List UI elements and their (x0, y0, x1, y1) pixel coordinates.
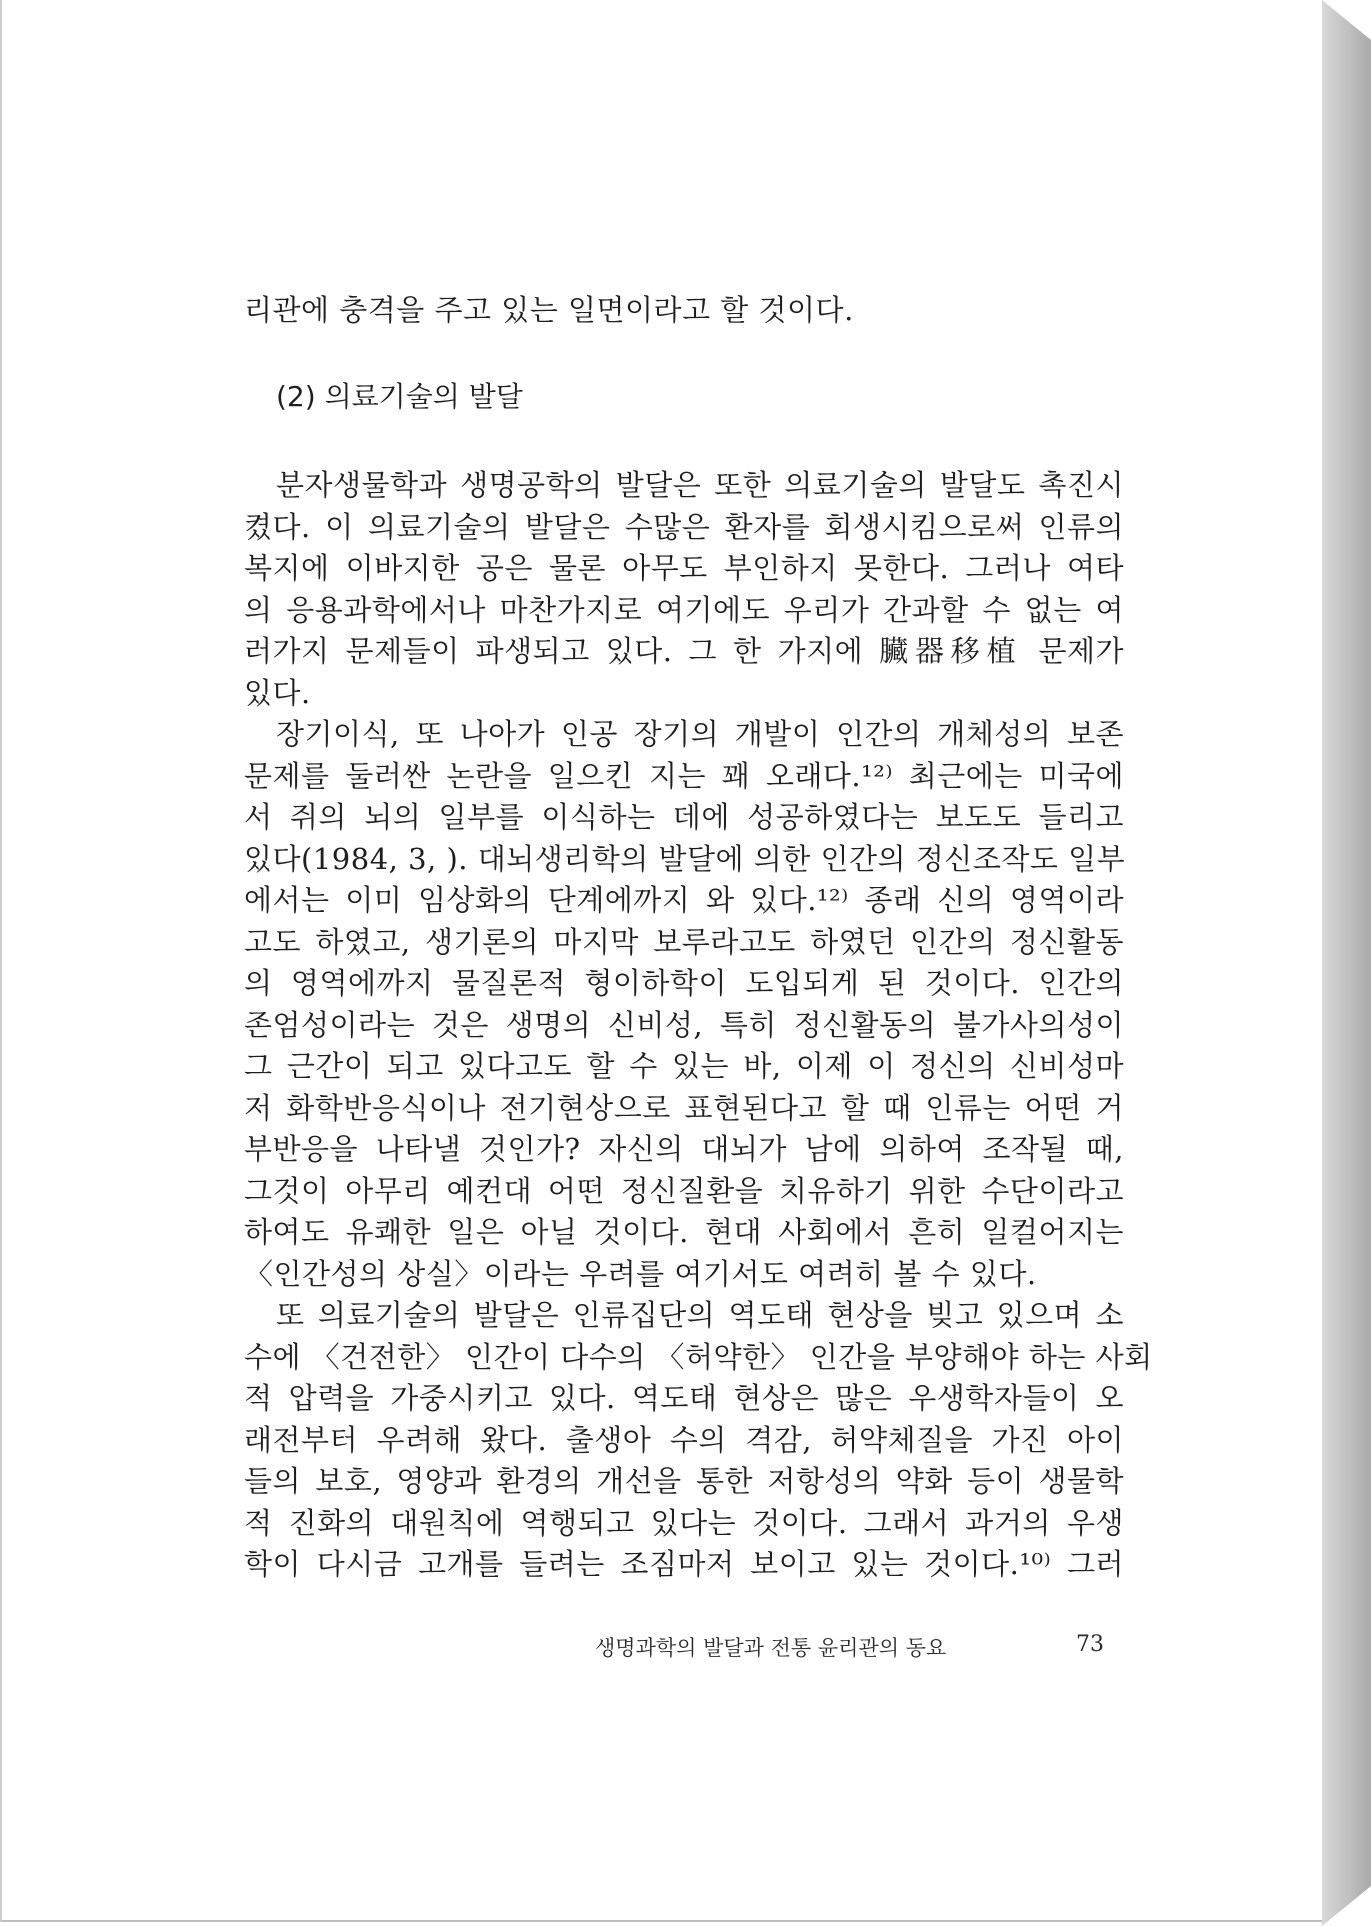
text-line: 존엄성이라는 것은 생명의 신비성, 특히 정신활동의 불가사의성이 (244, 1007, 1124, 1042)
text-line: 서 쥐의 뇌의 일부를 이식하는 데에 성공하였다는 보도도 들리고 (244, 800, 1124, 834)
text-line: 러가지 문제들이 파생되고 있다. 그 한 가지에 臟器移植 문제가 (244, 634, 1124, 668)
text-line: 그 근간이 되고 있다고도 할 수 있는 바, 이제 이 정신의 신비성마 (244, 1049, 1124, 1083)
text-line: 에서는 이미 임상화의 단계에까지 와 있다.¹²⁾ 종래 신의 영역이라 (244, 883, 1124, 917)
text-line: 적 진화의 대원칙에 역행되고 있다는 것이다. 그래서 과거의 우생 (244, 1505, 1124, 1540)
text-line: 래전부터 우려해 왔다. 출생아 수의 격감, 허약체질을 가진 아이 (244, 1422, 1124, 1457)
paragraph-3 (244, 1295, 1153, 1586)
text-line: 의 영역에까지 물질론적 형이하학이 도입되게 된 것이다. 인간의 (244, 966, 1124, 1000)
body-text (244, 290, 1153, 1586)
running-footer: 생명과학의 발달과 전통 윤리관의 동요 (595, 1636, 947, 1660)
text-line: 들의 보호, 영양과 환경의 개선을 통한 저항성의 약화 등이 생물학 (244, 1464, 1124, 1498)
page-edge-shadow (1322, 0, 1371, 1926)
text-line: 그것이 아무리 예컨대 어떤 정신질환을 치유하기 위한 수단이라고 (244, 1173, 1124, 1208)
text-line: 수에 〈건전한〉 인간이 다수의 〈허약한〉 인간을 부양해야 하는 사회 (244, 1339, 1153, 1374)
text-line: 있다(1984, 3, ). 대뇌생리학의 발달에 의한 인간의 정신조작도 일부 (244, 841, 1126, 876)
paragraph-1 (244, 465, 1124, 714)
text-line: 부반응을 나타낼 것인가? 자신의 대뇌가 남에 의하여 조작될 때, (244, 1132, 1124, 1166)
text-line: 고도 하였고, 생기론의 마지막 보루라고도 하였던 인간의 정신활동 (244, 924, 1124, 959)
section-heading: (2) 의료기술의 발달 (276, 379, 523, 413)
continuation-line: 리관에 충격을 주고 있는 일면이라고 할 것이다. (244, 293, 854, 327)
page-footer (595, 1632, 1104, 1662)
text-line: 복지에 이바지한 공은 물론 아무도 부인하지 못한다. 그러나 여타 (244, 551, 1124, 585)
text-line: 장기이식, 또 나아가 인공 장기의 개발이 인간의 개체성의 보존 (276, 717, 1124, 751)
page-number: 73 (1076, 1632, 1104, 1657)
paragraph-2 (244, 714, 1124, 1295)
text-line: 켰다. 이 의료기술의 발달은 수많은 환자를 회생시킴으로써 인류의 (244, 509, 1124, 544)
text-line: 분자생물학과 생명공학의 발달은 또한 의료기술의 발달도 촉진시 (276, 468, 1124, 502)
text-line: 적 압력을 가중시키고 있다. 역도태 현상은 많은 우생학자들이 오 (244, 1381, 1124, 1415)
text-line: 저 화학반응식이나 전기현상으로 표현된다고 할 때 인류는 어떤 거 (244, 1090, 1124, 1125)
text-line: 학이 다시금 고개를 들려는 조짐마저 보이고 있는 것이다.¹⁰⁾ 그러 (244, 1547, 1124, 1581)
text-line: 하여도 유쾌한 일은 아닐 것이다. 현대 사회에서 흔히 일컬어지는 (244, 1215, 1124, 1249)
text-line: 있다. (244, 675, 311, 710)
text-line: 〈인간성의 상실〉이라는 우려를 여기서도 여려히 볼 수 있다. (244, 1256, 1037, 1291)
text-line: 문제를 둘러싼 논란을 일으킨 지는 꽤 오래다.¹²⁾ 최근에는 미국에 (244, 758, 1124, 793)
text-line: 의 응용과학에서나 마찬가지로 여기에도 우리가 간과할 수 없는 여 (244, 592, 1124, 627)
text-line: 또 의료기술의 발달은 인류집단의 역도태 현상을 빚고 있으며 소 (276, 1298, 1124, 1332)
